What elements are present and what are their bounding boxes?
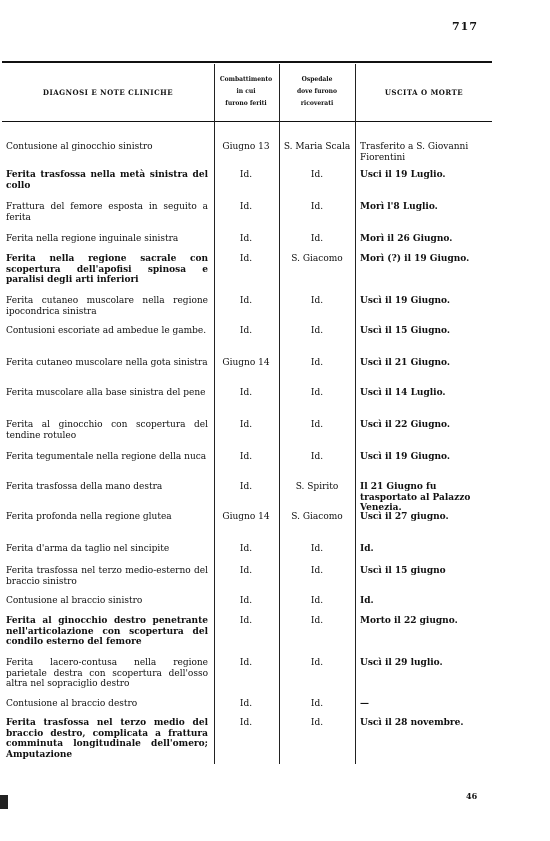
- exit-cell: Uscì il 19 Giugno.: [360, 452, 451, 462]
- diagnosis-cell: Ferita al ginocchio destro penetrante nell'articolazione con scopertura del condilo esterno del femore: [6, 616, 208, 647]
- header-hospital-line3: ricoverati: [300, 100, 334, 107]
- hospital-cell: Id.: [310, 658, 324, 668]
- exit-cell: Uscì il 22 Giugno.: [360, 420, 451, 430]
- diagnosis-cell: Frattura del femore esposta in seguito a ferita: [6, 202, 208, 223]
- left-edge-mark: [0, 795, 8, 809]
- combat-date-cell: Id.: [239, 616, 253, 626]
- hospital-cell: Id.: [310, 452, 324, 462]
- diagnosis-cell: Ferita cutaneo muscolare nella regione ipocondrica sinistra: [6, 296, 208, 317]
- hospital-cell: S. Giacomo: [291, 254, 343, 264]
- exit-cell: Id.: [360, 596, 374, 606]
- hospital-cell: Id.: [310, 544, 324, 554]
- exit-cell: Id.: [360, 544, 374, 554]
- diagnosis-cell: Ferita tegumentale nella regione della nuca: [6, 452, 207, 462]
- diagnosis-cell: Ferita lacero-contusa nella regione parietale destra con scopertura dell'osso altra nel sopraciglio destro: [6, 658, 208, 689]
- diagnosis-cell: Ferita trasfossa della mano destra: [6, 482, 163, 492]
- diagnosis-cell: Contusione al braccio destro: [6, 699, 138, 709]
- exit-cell: Uscì il 21 Giugno.: [360, 358, 451, 368]
- combat-date-cell: Id.: [239, 254, 253, 264]
- hospital-cell: Id.: [310, 202, 324, 212]
- diagnosis-cell: Contusioni escoriate ad ambedue le gambe.: [6, 326, 207, 336]
- header-hospital: [280, 64, 354, 120]
- column-divider: [355, 64, 356, 764]
- combat-date-cell: Id.: [239, 388, 253, 398]
- combat-date-cell: Id.: [239, 296, 253, 306]
- hospital-cell: Id.: [310, 699, 324, 709]
- combat-date-cell: Id.: [239, 482, 253, 492]
- diagnosis-cell: Ferita al ginocchio con scopertura del tendine rotuleo: [6, 420, 208, 441]
- exit-cell: Uscì il 29 luglio.: [360, 658, 443, 668]
- diagnosis-cell: Ferita profonda nella regione glutea: [6, 512, 172, 522]
- exit-cell: Morì (?) il 19 Giugno.: [360, 254, 470, 264]
- hospital-cell: Id.: [310, 566, 324, 576]
- combat-date-cell: Id.: [239, 420, 253, 430]
- combat-date-cell: Giugno 13: [222, 142, 270, 152]
- combat-date-cell: Id.: [239, 452, 253, 462]
- combat-date-cell: Id.: [239, 658, 253, 668]
- hospital-cell: S. Giacomo: [291, 512, 343, 522]
- exit-cell: Usci il 19 Luglio.: [360, 170, 446, 180]
- diagnosis-cell: Ferita trasfossa nel terzo medio-esterno del braccio sinistro: [6, 566, 208, 587]
- hospital-cell: S. Maria Scala: [283, 142, 351, 152]
- combat-date-cell: Id.: [239, 202, 253, 212]
- diagnosis-cell: Ferita nella regione sacrale con scopertura dell'apofisi spinosa e paralisi degli arti inferiori: [6, 254, 208, 285]
- combat-date-cell: Giugno 14: [222, 512, 270, 522]
- header-combat-line2: in cui: [236, 88, 256, 95]
- exit-cell: Il 21 Giugno fu trasportato al Palazzo Venezia.: [360, 482, 471, 513]
- diagnosis-cell: Ferita trasfossa nel terzo medio del braccio destro, complicata a frattura comminuta longitudinale dell'omero; Amputazione: [6, 718, 208, 760]
- exit-cell: Uscì il 19 Giugno.: [360, 296, 451, 306]
- top-rule: [2, 61, 492, 63]
- diagnosis-cell: Ferita muscolare alla base sinistra del pene: [6, 388, 206, 398]
- diagnosis-cell: Ferita trasfossa nella metà sinistra del collo: [6, 170, 208, 191]
- hospital-cell: Id.: [310, 616, 324, 626]
- header-combat-line3: furono feriti: [225, 100, 267, 107]
- page-number: 717: [452, 20, 478, 33]
- diagnosis-cell: Ferita cutaneo muscolare nella gota sinistra: [6, 358, 208, 368]
- combat-date-cell: Id.: [239, 718, 253, 728]
- header-hospital-line2: dove furono: [296, 88, 338, 95]
- exit-cell: Morto il 22 giugno.: [360, 616, 458, 626]
- combat-date-cell: Id.: [239, 596, 253, 606]
- header-rule: [2, 121, 492, 122]
- exit-cell: Uscì il 27 giugno.: [360, 512, 449, 522]
- combat-date-cell: Id.: [239, 699, 253, 709]
- diagnosis-cell: Contusione al braccio sinistro: [6, 596, 143, 606]
- exit-cell: Trasferito a S. Giovanni Fiorentini: [360, 142, 469, 163]
- hospital-cell: Id.: [310, 388, 324, 398]
- hospital-cell: Id.: [310, 296, 324, 306]
- hospital-cell: Id.: [310, 326, 324, 336]
- hospital-cell: Id.: [310, 420, 324, 430]
- exit-cell: Morì l'8 Luglio.: [360, 202, 438, 212]
- exit-cell: Uscì il 15 Giugno.: [360, 326, 451, 336]
- exit-cell: —: [360, 699, 369, 709]
- hospital-cell: Id.: [310, 170, 324, 180]
- exit-cell: Uscì il 28 novembre.: [360, 718, 464, 728]
- exit-cell: Uscì il 14 Luglio.: [360, 388, 446, 398]
- combat-date-cell: Giugno 14: [222, 358, 270, 368]
- combat-date-cell: Id.: [239, 170, 253, 180]
- header-combat-line1: Combattimento: [219, 76, 273, 83]
- header-diagnosis: DIAGNOSI E NOTE CLINICHE: [42, 87, 174, 97]
- hospital-cell: Id.: [310, 358, 324, 368]
- combat-date-cell: Id.: [239, 326, 253, 336]
- bottom-mark: 46: [466, 791, 478, 801]
- hospital-cell: Id.: [310, 596, 324, 606]
- diagnosis-cell: Ferita nella regione inguinale sinistra: [6, 234, 179, 244]
- combat-date-cell: Id.: [239, 544, 253, 554]
- header-combat: [214, 64, 278, 120]
- hospital-cell: Id.: [310, 234, 324, 244]
- exit-cell: Morì il 26 Giugno.: [360, 234, 453, 244]
- header-exit: USCITA O MORTE: [384, 87, 464, 97]
- combat-date-cell: Id.: [239, 566, 253, 576]
- combat-date-cell: Id.: [239, 234, 253, 244]
- header-hospital-line1: Ospedale: [301, 76, 333, 83]
- diagnosis-cell: Contusione al ginocchio sinistro: [6, 142, 153, 152]
- exit-cell: Uscì il 15 giugno: [360, 566, 446, 576]
- hospital-cell: S. Spirito: [295, 482, 339, 492]
- hospital-cell: Id.: [310, 718, 324, 728]
- diagnosis-cell: Ferita d'arma da taglio nel sincipite: [6, 544, 170, 554]
